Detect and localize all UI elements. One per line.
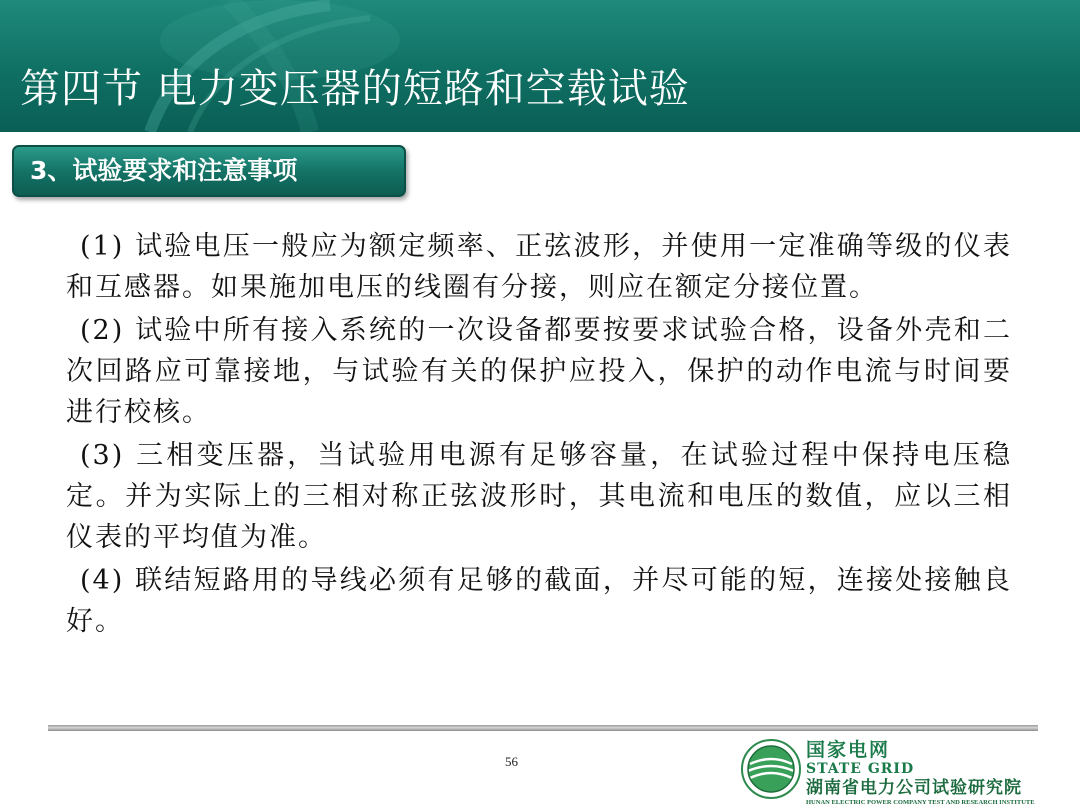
body-text: [66, 226, 1012, 644]
paragraph-2: (2) 试验中所有接入系统的一次设备都要按要求试验合格，设备外壳和二次回路应可靠接地，与试验有关的保护应投入，保护的动作电流与时间要进行校核。: [66, 315, 1012, 428]
institute-name-cn: 湖南省电力公司试验研究院: [806, 778, 1022, 798]
section-label: [12, 145, 406, 197]
paragraph-1: (1) 试验电压一般应为额定频率、正弦波形，并使用一定准确等级的仪表和互感器。如果施加电压的线圈有分接，则应在额定分接位置。: [66, 231, 1012, 303]
section-label-text: 3、试验要求和注意事项: [30, 156, 298, 185]
state-grid-logo-icon: [740, 738, 802, 800]
slide-title: 第四节 电力变压器的短路和空载试验: [20, 66, 690, 112]
footer-divider: [48, 725, 1038, 731]
paragraph-3: (3) 三相变压器，当试验用电源有足够容量，在试验过程中保持电压稳定。并为实际上的三相对称正弦波形时，其电流和电压的数值，应以三相仪表的平均值为准。: [66, 440, 1012, 553]
brand-name-cn: 国家电网: [806, 739, 891, 761]
page-number: 56: [505, 754, 518, 769]
paragraph-4: (4) 联结短路用的导线必须有足够的截面，并尽可能的短，连接处接触良好。: [66, 565, 1012, 637]
institute-name-en: HUNAN ELECTRIC POWER COMPANY TEST AND RESEARCH INSTITUTE: [806, 799, 1035, 806]
brand-name-en: STATE GRID: [806, 761, 915, 777]
slide-header: [0, 0, 1080, 132]
